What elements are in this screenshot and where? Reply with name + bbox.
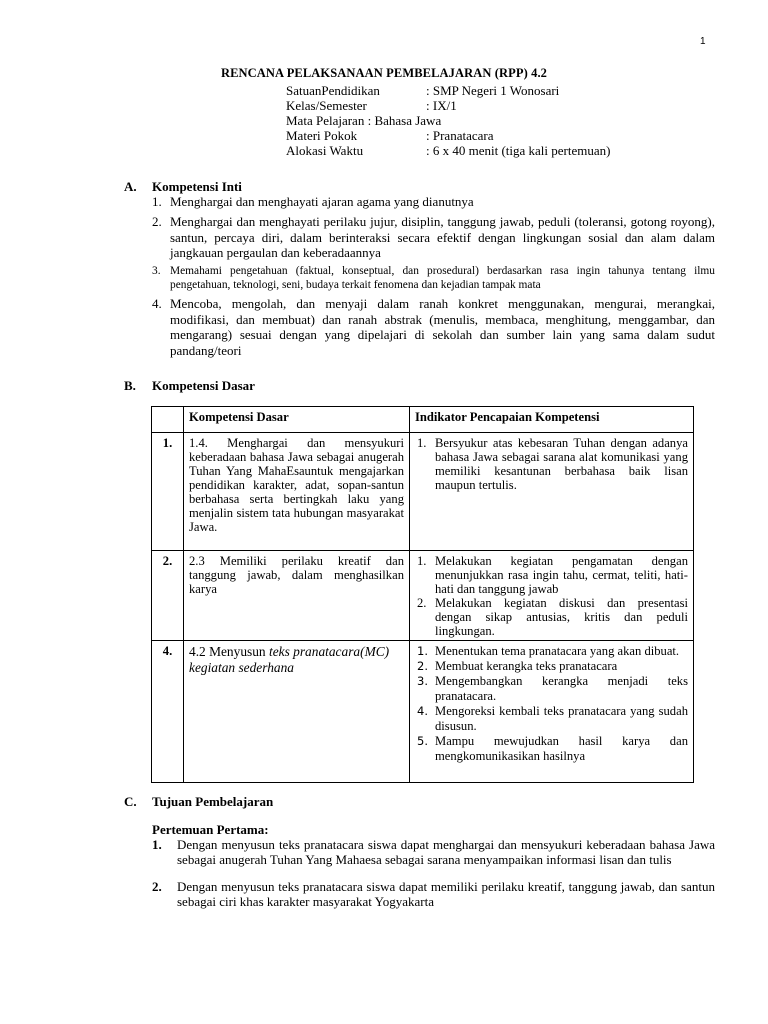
indicator-number: 2.	[417, 659, 428, 673]
ki-item-1	[152, 194, 715, 210]
section-letter: C.	[124, 794, 137, 809]
info-block	[286, 83, 610, 158]
table-header-cell	[152, 407, 184, 433]
indicator-text: Melakukan kegiatan diskusi dan presentasi dengan sikap antusias, kritis dan peduli lingkungan.	[435, 596, 688, 638]
section-title: Tujuan Pembelajaran	[152, 794, 274, 809]
item-text: Memahami pengetahuan (faktual, konseptual, dan prosedural) berdasarkan rasa ingin tahunya tentang ilmu pengetahuan, teknologi, seni, budaya terkait fenomena dan kejadian tampak mata	[170, 265, 715, 291]
section-title: Kompetensi Inti	[152, 179, 242, 194]
item-number: 3.	[152, 265, 161, 277]
indicator-item	[415, 674, 688, 704]
indicator-text: Mampu mewujudkan hasil karya dan mengkomunikasikan hasilnya	[435, 734, 688, 763]
item-number: 2.	[152, 214, 162, 229]
indicator-number: 1.	[417, 644, 428, 658]
indicator-item	[415, 436, 688, 492]
ki-item-2	[152, 214, 715, 261]
info-row	[286, 98, 610, 113]
table-row	[152, 551, 694, 641]
info-value: : Bahasa Jawa	[367, 113, 442, 128]
item-text: Menghargai dan menghayati ajaran agama yang dianutnya	[170, 194, 474, 209]
indicator-item	[415, 734, 688, 764]
item-number: 4.	[152, 296, 162, 311]
objective-item-1	[152, 837, 715, 867]
row-number: 2.	[152, 551, 184, 641]
kd-text: 2.3 Memiliki perilaku kreatif dan tanggung jawab, dalam menghasilkan karya	[189, 554, 404, 596]
kd-cell	[184, 433, 410, 551]
kd-cell	[184, 641, 410, 783]
kompetensi-dasar-table	[151, 406, 694, 783]
indicator-cell	[410, 641, 694, 783]
info-value: : SMP Negeri 1 Wonosari	[426, 83, 560, 98]
document-title: RENCANA PELAKSANAAN PEMBELAJARAN (RPP) 4.2	[220, 66, 548, 80]
row-number: 4.	[152, 641, 184, 783]
kd-cell	[184, 551, 410, 641]
section-letter: B.	[124, 378, 136, 393]
info-value: : 6 x 40 menit (tiga kali pertemuan)	[426, 143, 611, 158]
indicator-number: 2.	[417, 596, 427, 610]
indicator-text: Menentukan tema pranatacara yang akan dibuat.	[435, 644, 680, 658]
row-number: 1.	[152, 433, 184, 551]
table-header-cell: Indikator Pencapaian Kompetensi	[410, 407, 694, 433]
indicator-number: 1.	[417, 436, 427, 450]
info-value: : IX/1	[426, 98, 457, 113]
kd-text-italic: teks pranatacara(MC) kegiatan sederhana	[189, 644, 390, 675]
ki-item-3	[152, 264, 715, 292]
item-text: Menghargai dan menghayati perilaku jujur, disiplin, tanggung jawab, peduli (toleransi, gotong royong), santun, percaya diri, dalam berinteraksi secara efektif dengan lingkungan sosial dan alam dalam jangkauan pergaulan dan keberadaannya	[170, 214, 715, 260]
item-number: 2.	[152, 879, 162, 894]
indicator-item	[415, 644, 688, 659]
info-label: Kelas/Semester	[286, 98, 367, 113]
section-letter: A.	[124, 179, 137, 194]
info-row	[286, 128, 610, 143]
indicator-text: Membuat kerangka teks pranatacara	[435, 659, 618, 673]
info-label: Alokasi Waktu	[286, 143, 364, 158]
indicator-number: 3.	[417, 674, 428, 688]
objective-item-2	[152, 879, 715, 909]
indicator-number: 5.	[417, 734, 428, 748]
indicator-item	[415, 554, 688, 596]
item-text: Dengan menyusun teks pranatacara siswa dapat memiliki perilaku kreatif, tanggung jawab, dan santun sebagai ciri khas karakter masyarakat Yogyakarta	[177, 879, 715, 909]
info-row	[286, 143, 610, 158]
indicator-text: Mengoreksi kembali teks pranatacara yang sudah disusun.	[435, 704, 688, 733]
item-number: 1.	[152, 837, 162, 852]
table-header-cell: Kompetensi Dasar	[184, 407, 410, 433]
table-row	[152, 641, 694, 783]
ki-item-4	[152, 296, 715, 358]
indicator-text: Bersyukur atas kebesaran Tuhan dengan adanya bahasa Jawa sebagai sarana alat komunikasi yang memiliki kesantunan berbahasa baik lisan maupun tertulis.	[435, 436, 688, 492]
kd-text: 1.4. Menghargai dan mensyukuri keberadaan bahasa Jawa sebagai anugerah Tuhan Yang MahaEsauntuk mengajarkan pendidikan karakter, adat, sopan-santun berbahasa serta bertingkah laku yang menjalin sistem tata hubungan masyarakat Jawa.	[189, 436, 404, 534]
meeting-subtitle: Pertemuan Pertama:	[152, 822, 269, 837]
info-label: SatuanPendidikan	[286, 83, 380, 98]
info-label: Materi Pokok	[286, 128, 358, 143]
item-number: 1.	[152, 194, 162, 209]
indicator-item	[415, 659, 688, 674]
indicator-item	[415, 704, 688, 734]
indicator-cell	[410, 551, 694, 641]
item-text: Dengan menyusun teks pranatacara siswa dapat menghargai dan mensyukuri keberadaan bahasa Jawa sebagai anugerah Tuhan Yang Mahaesa sebagai sarana menyampaikan informasi lisan dan tulis	[177, 837, 715, 867]
indicator-item	[415, 596, 688, 638]
page-number: 1	[700, 36, 706, 47]
indicator-cell	[410, 433, 694, 551]
info-label: Mata Pelajaran	[286, 113, 365, 128]
section-title: Kompetensi Dasar	[152, 378, 255, 393]
indicator-number: 4.	[417, 704, 428, 718]
kd-text: 4.2 Menyusun	[189, 644, 269, 659]
indicator-text: Mengembangkan kerangka menjadi teks pranatacara.	[435, 674, 688, 703]
info-row	[286, 83, 610, 98]
info-value: : Pranatacara	[426, 128, 494, 143]
indicator-number: 1.	[417, 554, 427, 568]
indicator-text: Melakukan kegiatan pengamatan dengan menunjukkan rasa ingin tahu, cermat, teliti, hati- hati dan tanggung jawab	[435, 554, 688, 596]
table-row	[152, 433, 694, 551]
info-row	[286, 113, 610, 128]
table-header-row	[152, 407, 694, 433]
item-text: Mencoba, mengolah, dan menyaji dalam ranah konkret menggunakan, mengurai, merangkai, modifikasi, dan membuat) dan ranah abstrak (menulis, membaca, menghitung, menggambar, dan mengarang) sesuai dengan yang dipelajari di sekolah dan sumber lain yang sama dalam sudut pandang/teori	[170, 296, 715, 358]
